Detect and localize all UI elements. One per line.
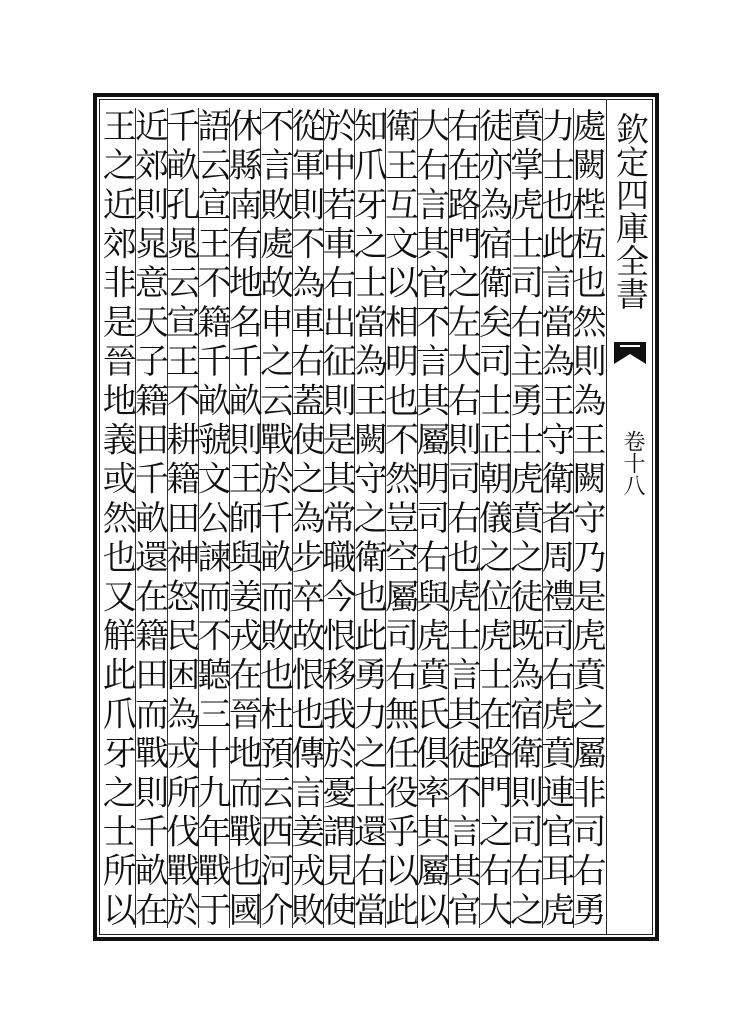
text-column [566, 108, 606, 932]
column-text: 知爪牙之士當為王闕守之衛也此勇力之士還右當 [347, 108, 388, 932]
text-column [534, 108, 575, 932]
text-column [441, 108, 481, 932]
column-text: 賁掌虎士司右主勇士虎賁之徒既為宿衛則司右之 [503, 108, 544, 932]
text-column [159, 108, 200, 932]
column-text: 右在路門之左大右則司右也虎士言其徒不言其官 [441, 108, 481, 932]
fish-tail-mark-icon [612, 340, 648, 366]
book-title: 欽定四庫全書 [611, 112, 650, 310]
column-text: 語云宣王不籍千畝虢文公諫而不聽三十九年戰于 [191, 108, 231, 932]
text-column [409, 108, 450, 932]
text-column [253, 108, 294, 932]
text-body [96, 108, 606, 932]
column-text: 力士也此言當為王守衛者周禮司右虎賁連官耳虎 [534, 108, 575, 932]
text-column [347, 108, 388, 932]
text-column [284, 108, 325, 932]
column-text: 徒亦為宿衛矣司士正朝儀之位虎士在路門之右大 [472, 108, 513, 932]
column-text: 處闕梐枑也然則為王闕守乃是虎賁之屬非司右勇 [566, 108, 606, 932]
column-text: 千畝孔晁云宣王不耕籍田神怒民困為戎所伐戰於 [159, 108, 200, 932]
text-column [128, 108, 169, 932]
text-column [222, 108, 263, 932]
column-text: 不言敗處故申之云戰於千畝而敗也杜預云西河介 [253, 108, 294, 932]
text-column [96, 108, 137, 932]
column-text: 從軍則不為車右蓋使之為步卒故恨也傳言姜戎敗 [284, 108, 325, 932]
text-column [191, 108, 231, 932]
column-text: 近郊則晁意天子籍田千畝還在籍田而戰則千畝在 [128, 108, 169, 932]
volume-label: 卷十八 [620, 430, 645, 496]
text-column [503, 108, 544, 932]
column-text: 休縣南有地名千畝則王師與姜戎在晉地而戰也國 [222, 108, 263, 932]
text-column [316, 108, 356, 932]
text-column [378, 108, 419, 932]
column-text: 於中若車右出征則是其常職今恨移我於憂謂見使 [316, 108, 356, 932]
text-column [472, 108, 513, 932]
column-text: 衛王互文以相明也不然豈空屬司右無任役乎以此 [378, 108, 419, 932]
column-text: 王之近郊非是晉地義或然也又觧此爪牙之士所以 [96, 108, 137, 932]
column-text: 大右言其官不言其屬明司右與虎賁氏俱率其屬以 [409, 108, 450, 932]
